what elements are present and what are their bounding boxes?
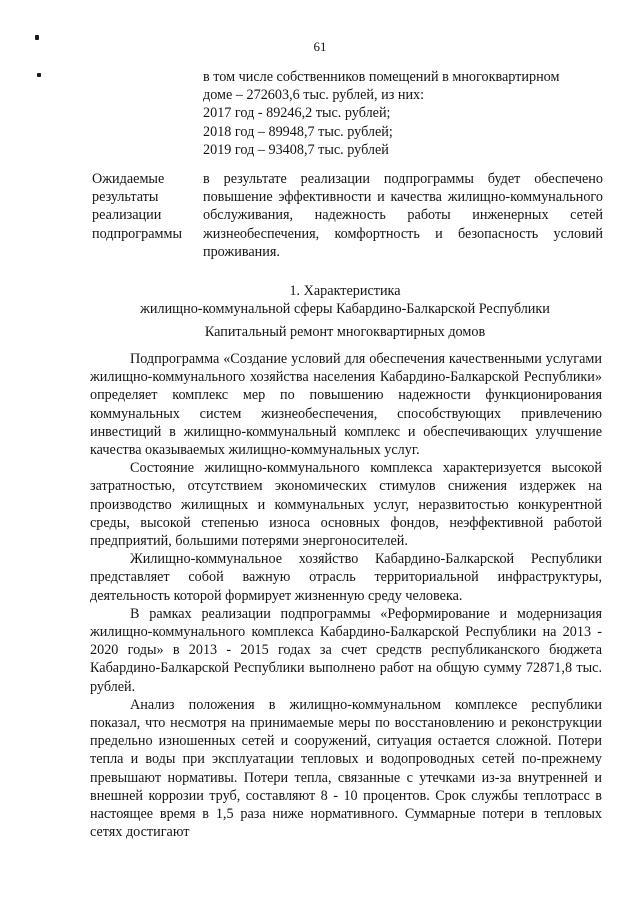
body-text	[90, 350, 602, 841]
results-label-line: Ожидаемые	[92, 171, 165, 187]
results-text: в результате реализации подпрограммы будет обеспечено повышение эффективности и качества жилищно-коммунального обслуживания, надежность работы инженерных сетей жизнеобеспечения, комфортность и безопасность условий проживания.	[203, 171, 603, 260]
section-heading: 1. Характеристика	[289, 283, 401, 299]
paragraph: Жилищно-коммунальное хозяйство Кабардино-Балкарской Республики представляет собой важную отрасль территориальной инфраструктуры, деятельность которой формирует жизненную среду человека.	[90, 551, 602, 604]
funding-line: 2017 год - 89246,2 тыс. рублей;	[203, 105, 391, 122]
section-heading-subtitle: жилищно-коммунальной сферы Кабардино-Балкарской Республики	[140, 301, 550, 317]
results-label-line: реализации	[92, 207, 162, 224]
scan-mark	[37, 73, 41, 77]
funding-line: в том числе собственников помещений в многоквартирном	[203, 69, 560, 85]
paragraph: Подпрограмма «Создание условий для обеспечения качественными услугами жилищно-коммунального хозяйства населения Кабардино-Балкарской Республики» определяет комплекс мер по повышению надежности функционирования коммунальных систем жизнеобеспечения, способствующих привлечению инвестиций в жилищно-коммунальный комплекс и обеспечивающих улучшение качества оказываемых жилищно-коммунальных услуг.	[90, 351, 602, 459]
results-label	[92, 170, 202, 243]
funding-line: доме – 272603,6 тыс. рублей, из них:	[203, 87, 425, 104]
funding-line: 2019 год – 93408,7 тыс. рублей	[203, 141, 389, 158]
section-subheading: Капитальный ремонт многоквартирных домов	[204, 324, 486, 340]
funding-line: 2018 год – 89948,7 тыс. рублей;	[203, 123, 393, 140]
funding-continuation	[203, 68, 603, 159]
paragraph: В рамках реализации подпрограммы «Реформирование и модернизация жилищно-коммунального комплекса Кабардино-Балкарской Республики на 2013 - 2020 годы» в 2013 - 2015 годах за счет средств республиканского бюджета Кабардино-Балкарской Республики выполнено работ на общую сумму 72871,8 тыс. рублей.	[90, 605, 602, 695]
paragraph: Состояние жилищно-коммунального комплекса характеризуется высокой затратностью, отсутствием экономических стимулов снижения издержек на производство жилищных и коммунальных услуг, неразвитостью конкурентной среды, высокой степенью износа основных фондов, неэффективной работой предприятий, большими потерями энергоносителей.	[90, 460, 602, 550]
page-number: 61	[313, 39, 327, 54]
results-label-line: подпрограммы	[92, 225, 182, 242]
paragraph: Анализ положения в жилищно-коммунальном комплексе республики показал, что несмотря на принимаемые меры по восстановлению и реконструкции предельно изношенных сетей и сооружений, ситуация остается сложной. Потери тепла и воды при эксплуатации тепловых и водопроводных сетей по-прежнему превышают нормативы. Потери тепла, связанные с утечками из-за внутренней и внешней коррозии труб, составляют 8 - 10 процентов. Срок службы теплотрасс в настоящее время в 1,5 раза ниже нормативного. Суммарные потери в тепловых сетях достигают	[90, 696, 602, 841]
results-label-line: результаты	[92, 189, 159, 206]
